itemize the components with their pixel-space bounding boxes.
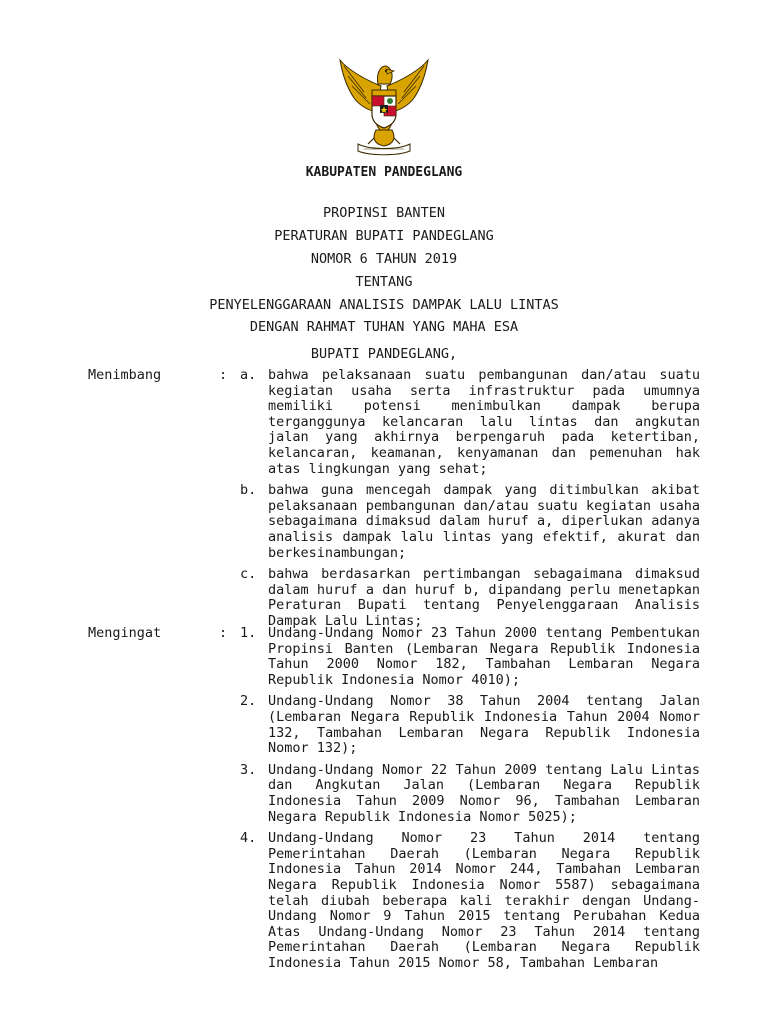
item-marker: 1.	[240, 625, 257, 641]
item-marker: c.	[240, 566, 257, 583]
mengingat-section	[0, 626, 768, 971]
item-marker: 3.	[240, 761, 257, 778]
list-item	[0, 567, 768, 629]
about-heading: TENTANG	[355, 274, 413, 290]
regulation-subject: PENYELENGGARAAN ANALISIS DAMPAK LALU LINTAS	[209, 297, 559, 313]
list-item	[0, 483, 768, 561]
list-item	[0, 626, 768, 688]
garuda-emblem-icon	[336, 56, 432, 158]
section-label: Menimbang	[88, 367, 162, 383]
list-item	[0, 831, 768, 971]
list-item	[0, 694, 768, 756]
regency-title: KABUPATEN PANDEGLANG	[305, 165, 463, 180]
item-text: bahwa pelaksanaan suatu pembangunan dan/atau suatu kegiatan usaha serta infrastruktur pada umumnya memiliki potensi menimbulkan dampak berupa terganggunya kelancaran lalu lintas dan angkutan jalan yang akhirnya berpengaruh pada ketertiban, kelancaran, keamanan, kenyamanan dan pemenuhan hak atas lingkungan yang sehat;	[268, 367, 700, 477]
section-colon: :	[219, 367, 228, 383]
item-text: Undang-Undang Nomor 38 Tahun 2004 tentang Jalan (Lembaran Negara Republik Indonesia Tahun 2004 Nomor 132, Tambahan Lembaran Negara Republik Indonesia Nomor 132);	[268, 693, 700, 757]
item-marker: b.	[240, 482, 257, 499]
menimbang-section	[0, 368, 768, 630]
item-text: Undang-Undang Nomor 23 Tahun 2000 tentang Pembentukan Propinsi Banten (Lembaran Negara Republik Indonesia Tahun 2000 Nomor 182, Tambahan Lembaran Negara Republik Indonesia Nomor 4010);	[268, 625, 700, 688]
item-text: Undang-Undang Nomor 22 Tahun 2009 tentang Lalu Lintas dan Angkutan Jalan (Lembaran Negara Republik Indonesia Tahun 2009 Nomor 96, Tambahan Lembaran Negara Republik Indonesia Nomor 5025);	[268, 761, 700, 825]
section-label: Mengingat	[88, 625, 162, 641]
province-line: PROPINSI BANTEN	[323, 205, 445, 221]
mengingat-row	[0, 626, 768, 971]
section-colon: :	[219, 625, 228, 641]
grace-invocation: DENGAN RAHMAT TUHAN YANG MAHA ESA	[249, 319, 519, 335]
item-text: bahwa berdasarkan pertimbangan sebagaimana dimaksud dalam huruf a dan huruf b, dipandang perlu menetapkan Peraturan Bupati tentang Penyelenggaraan Analisis Dampak Lalu Lintas;	[268, 566, 700, 629]
item-marker: 2.	[240, 693, 257, 710]
list-item	[0, 763, 768, 825]
item-text: bahwa guna mencegah dampak yang ditimbulkan akibat pelaksanaan pembangunan dan/atau suatu kegiatan usaha sebagaimana dimaksud dalam huruf a, diperlukan adanya analisis dampak lalu lintas yang efektif, akurat dan berkesinambungan;	[268, 482, 700, 561]
regulation-title: PERATURAN BUPATI PANDEGLANG	[274, 228, 494, 244]
list-item	[0, 368, 768, 477]
item-marker: a.	[240, 367, 257, 383]
item-text: Undang-Undang Nomor 23 Tahun 2014 tentang Pemerintahan Daerah (Lembaran Negara Republik Indonesia Tahun 2014 Nomor 244, Tambahan Lembaran Negara Republik Indonesia Nomor 5587) sebagaimana telah diubah beberapa kali terakhir dengan Undang-Undang Nomor 9 Tahun 2015 tentang Perubahan Kedua Atas Undang-Undang Nomor 23 Tahun 2014 tentang Pemerintahan Daerah (Lembaran Negara Republik Indonesia Tahun 2015 Nomor 58, Tambahan Lembaran	[268, 830, 700, 971]
official-title: BUPATI PANDEGLANG,	[310, 346, 458, 362]
item-marker: 4.	[240, 830, 257, 847]
menimbang-row	[0, 368, 768, 630]
regulation-number: NOMOR 6 TAHUN 2019	[310, 251, 458, 267]
